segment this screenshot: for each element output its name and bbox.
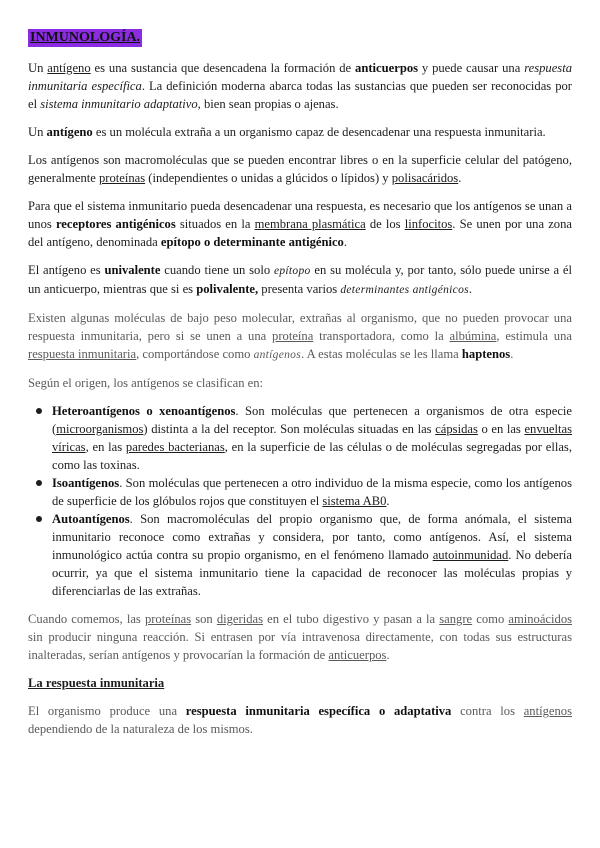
link-capsidas[interactable]: cápsidas [435,422,478,436]
text: , bien sean propias o ajenas. [197,97,339,111]
paragraph-macromoleculas [28,151,572,187]
text: , comportándose como [136,347,254,361]
page-title: INMUNOLOGÍA. [30,30,141,45]
text: . Son macromoléculas del propio organismo que, de forma anómala, el sistema inmunitario reconoce como extrañas y considera, por tanto, como antígenos. Así, el sistema inmunológico actúa contra su propio organismo, en el fenómeno llamado [52,512,572,562]
list-item [52,510,572,600]
text: , estimula una [496,329,572,343]
text: sin producir ninguna reacción. Si entrasen por vía intravenosa directamente, con todas sus estructuras inalteradas, serían antígenos y provocarían la formación de [28,630,572,662]
link-anticuerpos[interactable]: anticuerpos [328,648,387,662]
italic-term: determinantes antigénicos [340,284,469,296]
text: contra los [451,704,524,718]
italic-term: respuesta inmunitaria específica [28,61,572,93]
list-item [52,474,572,510]
text: , en las [85,440,126,454]
text: Existen algunas moléculas de bajo peso molecular, extrañas al organismo, que no pueden provocar una respuesta inmunitaria, pero si se unen a una [28,311,572,343]
bullet-icon [36,408,42,414]
title-wrap [28,28,572,47]
paragraph-valencia [28,261,572,299]
link-autoinmunidad[interactable]: autoinmunidad [432,548,509,562]
link-aminoacidos[interactable]: aminoácidos [508,612,573,626]
text: Un [28,125,47,139]
text: . [343,235,348,249]
italic-term: epítopo [273,265,311,277]
bold-term: Isoantígenos [52,476,120,490]
link-microorganismos[interactable]: microorganismos [56,422,144,436]
link-antigenos[interactable]: antígenos [523,704,572,718]
link-envueltas-viricas[interactable]: envueltas víricas [52,422,572,454]
text: . A estas moléculas se les llama [301,347,462,361]
text: . Se unen por una zona del antígeno, denominada [28,217,572,249]
text: . Son moléculas que pertenecen a organismos de otra especie ( [52,404,572,436]
paragraph-definition [28,59,572,113]
link-digeridas[interactable]: digeridas [216,612,264,626]
text: . [386,648,390,662]
bold-term: receptores antigénicos [55,217,176,231]
link-polisacaridos[interactable]: polisacáridos [391,171,459,185]
bold-term: anticuerpos [355,61,419,75]
text: situados en la [175,217,255,231]
bold-term: haptenos [461,347,511,361]
text: , en la superficie de las células o de moléculas segregadas por ellas, como las toxinas. [52,440,572,472]
text: de los [365,217,405,231]
bold-term: Autoantígenos [52,512,130,526]
link-albumina[interactable]: albúmina [449,329,497,343]
bullet-icon [36,480,42,486]
text: Los antígenos son macromoléculas que se pueden encontrar libres o en la superficie celular del patógeno, generalmente [28,153,572,185]
text: o en las [477,422,525,436]
section-heading: La respuesta inmunitaria [28,676,165,690]
link-linfocitos[interactable]: linfocitos [404,217,453,231]
text: es un molécula extraña a un organismo capaz de desencadenar una respuesta inmunitaria. [92,125,546,139]
italic-term: sistema inmunitario adaptativo [40,97,198,111]
text: . La definición moderna abarca todas las sustancias que pueden ser reconocidas por el [28,79,572,111]
text: . [386,494,390,508]
link-membrana-plasmatica[interactable]: membrana plasmática [254,217,366,231]
link-proteinas[interactable]: proteínas [144,612,192,626]
text: El antígeno es [28,263,105,277]
text: Un [28,61,48,75]
link-sistema-ab0[interactable]: sistema AB0 [322,494,387,508]
link-respuesta-inmunitaria[interactable]: respuesta inmunitaria [28,347,137,361]
paragraph-antigeno [28,123,572,141]
text: . Son moléculas que pertenecen a otro individuo de la misma especie, como los antígenos de superficie de los glóbulos rojos que constituyen el [52,476,572,508]
bold-term: univalente [104,263,161,277]
text: . [510,347,514,361]
text: (independientes o unidas a glúcidos o lípidos) y [145,171,392,185]
bold-term: Heteroantígenos o xenoantígenos [52,404,236,418]
bold-term: epítopo o determinante antigénico [160,235,344,249]
bold-term: respuesta inmunitaria específica o adaptativa [185,704,452,718]
link-paredes-bacterianas[interactable]: paredes bacterianas [125,440,225,454]
text: como [472,612,509,626]
text: y puede causar una [418,61,525,75]
text: . No debería ocurrir, ya que el sistema inmunitario tiene la capacidad de reconocer las moléculas propias y diferenciarlas de las extrañas. [52,548,572,598]
paragraph-digestion [28,610,572,664]
text: en el tubo digestivo y pasan a la [263,612,440,626]
text: . [458,171,462,185]
link-sangre[interactable]: sangre [439,612,473,626]
link-proteinas[interactable]: proteínas [98,171,146,185]
paragraph-respuesta [28,702,572,738]
text: Para que el sistema inmunitario pueda desencadenar una respuesta, es necesario que los antígenos se unan a unos [28,199,572,231]
bold-term: polivalente, [196,282,259,296]
text: El organismo produce una [28,704,186,718]
list-item [52,402,572,474]
link-antigeno[interactable]: antígeno [47,61,91,75]
text: es una sustancia que desencadena la formación de [90,61,356,75]
text: presenta varios [258,282,341,296]
text: dependiendo de la naturaleza de los mismos. [28,722,253,736]
paragraph-receptores [28,197,572,251]
text: Cuando comemos, las [28,612,145,626]
text: transportadora, como la [313,329,450,343]
text: . [468,282,473,296]
text: en su molécula y, por tanto, sólo puede unirse a él un anticuerpo, mientras que si es [28,263,573,296]
paragraph-clasificacion-intro: Según el origen, los antígenos se clasifican en: [28,376,264,390]
text: cuando tiene un solo [160,263,274,277]
antigen-type-list [28,402,572,600]
bold-term: antígeno [46,125,93,139]
bullet-icon [36,516,42,522]
italic-term: antígenos [253,349,301,361]
text: son [191,612,217,626]
link-proteina[interactable]: proteína [272,329,314,343]
paragraph-haptenos [28,309,572,364]
text: ) distinta a la del receptor. Son moléculas situadas en las [143,422,436,436]
